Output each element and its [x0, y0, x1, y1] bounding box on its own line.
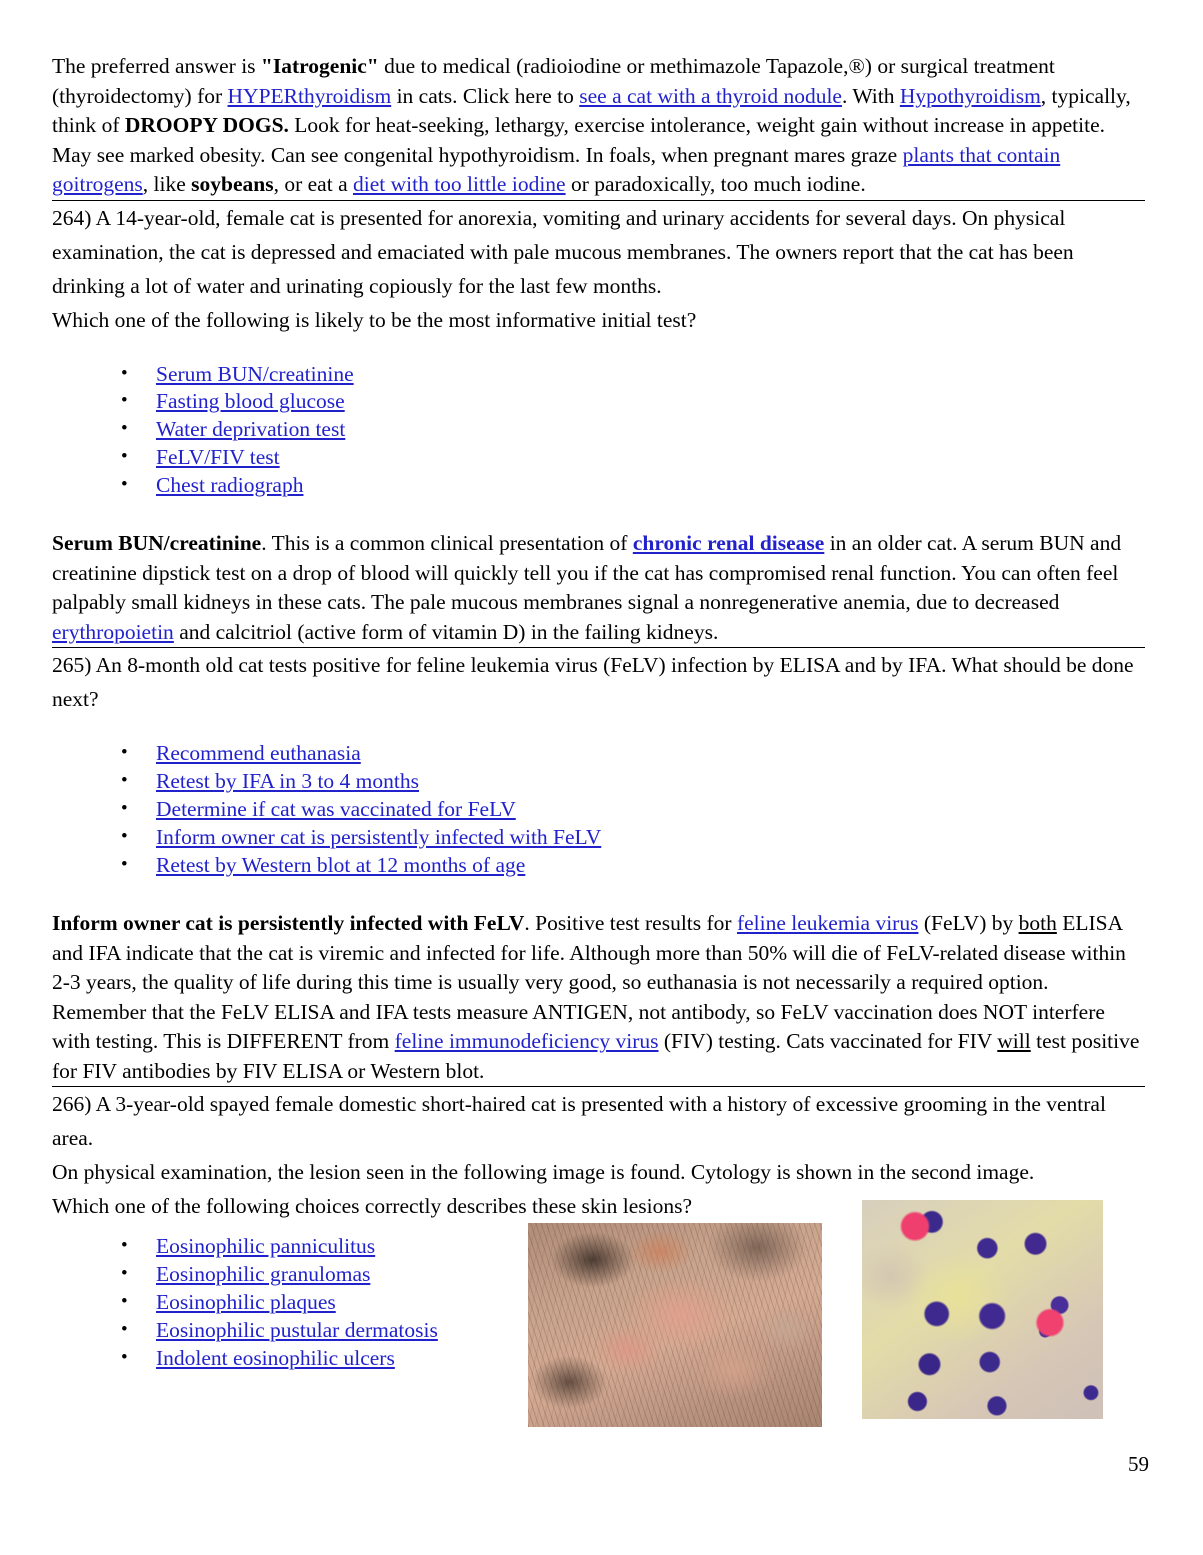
answer-265-text-3: ELISA and IFA indicate that the cat is viremic and infected for life. Although more than 50% will die of FeLV-related disease within 2-3 years, the quality of life during this time is usually very good, so euthanasia is not necessarily a required option. Remember that the FeLV ELISA and IFA tests measure ANTIGEN, not antibody, so FeLV vaccination does NOT interfere with testing. This is DIFFERENT from [52, 911, 1126, 1054]
link-erythropoietin[interactable]: erythropoietin [52, 619, 174, 644]
question-264-prompt: Which one of the following is likely to be the most informative initial test? [52, 307, 697, 332]
link-too-little-iodine[interactable]: diet with too little iodine [353, 172, 566, 196]
answer-265-text-5: test positive for FIV antibodies by FIV ELISA or Western blot. [52, 1029, 1140, 1083]
answer-text-1: The preferred answer is [52, 54, 261, 78]
answer-text-4: . With [841, 83, 900, 108]
choice-item[interactable] [121, 796, 1146, 824]
choice-item[interactable] [121, 444, 1146, 472]
answer-265-correct-choice: Inform owner cat is persistently infected with FeLV [52, 911, 525, 936]
answer-paragraph-264 [52, 529, 1146, 647]
choice-label[interactable]: Water deprivation test [156, 417, 346, 442]
skin-lesion-image [528, 1223, 822, 1427]
question-266-prompt: Which one of the following choices correctly describes these skin lesions? [52, 1194, 693, 1219]
choice-label[interactable]: Fasting blood glucose [156, 389, 345, 414]
will-emphasis: will [997, 1029, 1031, 1054]
spacer [52, 716, 1146, 740]
droopy-dogs-emphasis: DROOPY DOGS. [124, 113, 289, 137]
choice-label[interactable]: Eosinophilic panniculitus [156, 1234, 376, 1259]
spacer [52, 499, 1146, 529]
choice-label[interactable]: FeLV/FIV test [156, 444, 280, 469]
choice-label[interactable]: Indolent eosinophilic ulcers [156, 1345, 395, 1370]
answer-paragraph-265 [52, 909, 1146, 1086]
choice-item[interactable] [121, 472, 1146, 500]
choice-label[interactable]: Serum BUN/creatinine [156, 361, 354, 386]
link-thyroid-nodule[interactable]: see a cat with a thyroid nodule [579, 83, 842, 108]
question-266-media-row [52, 1233, 1146, 1372]
answer-text-3: in cats. Click here to [391, 83, 580, 108]
iatrogenic-term: "Iatrogenic" [260, 54, 379, 78]
question-265-stem: 265) An 8-month old cat tests positive for feline leukemia virus (FeLV) infection by ELISA and by IFA. What should be done next? [52, 653, 1134, 712]
cytology-image [862, 1200, 1103, 1419]
both-emphasis: both [1018, 911, 1057, 936]
answer-paragraph-hyperthyroidism [52, 52, 1146, 200]
choice-label[interactable]: Inform owner cat is persistently infected with FeLV [156, 824, 602, 849]
answer-text-2: due to medical (radioiodine or methimazole Tapazole,®) or surgical treatment (thyroidectomy) for [52, 54, 1055, 108]
choice-item[interactable] [121, 740, 1146, 768]
choice-label[interactable]: Determine if cat was vaccinated for FeLV [156, 797, 516, 822]
document-page [52, 52, 1146, 1372]
answer-265-text-4: (FIV) testing. Cats vaccinated for FIV [658, 1029, 998, 1054]
answer-text-9: or paradoxically, too much iodine. [565, 172, 866, 196]
choice-item[interactable] [121, 824, 1146, 852]
answer-264-correct-choice: Serum BUN/creatinine [52, 531, 262, 556]
soybeans-emphasis: soybeans [191, 172, 274, 196]
answer-265-text-2: (FeLV) by [918, 911, 1019, 936]
answer-text-7: , like [142, 172, 192, 196]
choice-label[interactable]: Recommend euthanasia [156, 741, 361, 766]
link-hypothyroidism[interactable]: Hypothyroidism [899, 83, 1041, 108]
choice-item[interactable] [121, 388, 1146, 416]
choice-label[interactable]: Chest radiograph [156, 472, 304, 497]
choice-label[interactable]: Retest by IFA in 3 to 4 months [156, 769, 419, 794]
answer-text-5: , typically, think of [52, 83, 1131, 137]
question-266-stem: 266) A 3-year-old spayed female domestic short-haired cat is presented with a history of excessive grooming in the ventral area. [52, 1092, 1106, 1151]
answer-264-text-3: and calcitriol (active form of vitamin D) in the failing kidneys. [173, 619, 719, 644]
link-feline-immunodeficiency-virus[interactable]: feline immunodeficiency virus [394, 1029, 659, 1054]
link-chronic-renal-disease[interactable]: chronic renal disease [632, 531, 825, 556]
question-265-choices [52, 740, 1146, 879]
answer-264-text-2: in an older cat. A serum BUN and creatinine dipstick test on a drop of blood will quickly tell you if the cat has compromised renal function. You can often feel palpably small kidneys in these cats. The pale mucous membranes signal a nonregenerative anemia, due to decreased [52, 531, 1122, 615]
answer-text-6: Look for heat-seeking, lethargy, exercise intolerance, weight gain without increase in appetite. May see marked obesity. Can see congenital hypothyroidism. In foals, when pregnant mares graze [52, 113, 1106, 167]
link-feline-leukemia-virus[interactable]: feline leukemia virus [736, 911, 919, 936]
question-264-stem: 264) A 14-year-old, female cat is presented for anorexia, vomiting and urinary accidents for several days. On physical examination, the cat is depressed and emaciated with pale mucous membranes. The owners report that the cat has been drinking a lot of water and urinating copiously for the last few months. [52, 205, 1074, 298]
spacer [52, 879, 1146, 909]
choice-label[interactable]: Eosinophilic pustular dermatosis [156, 1317, 438, 1342]
choice-item[interactable] [121, 361, 1146, 389]
answer-text-8: , or eat a [273, 172, 353, 196]
choice-item[interactable] [121, 416, 1146, 444]
link-goitrogens[interactable]: plants that contain goitrogens [52, 142, 1061, 196]
choice-item[interactable] [121, 768, 1146, 796]
answer-265-text-1: . Positive test results for [524, 911, 737, 936]
choice-label[interactable]: Eosinophilic plaques [156, 1290, 336, 1315]
spacer [52, 337, 1146, 361]
page-number: 59 [1128, 1452, 1149, 1476]
choice-label[interactable]: Retest by Western blot at 12 months of age [156, 852, 526, 877]
choice-label[interactable]: Eosinophilic granulomas [156, 1262, 371, 1287]
question-264-choices [52, 361, 1146, 500]
question-266-line2: On physical examination, the lesion seen in the following image is found. Cytology is shown in the second image. [52, 1160, 1035, 1185]
link-hyperthyroidism[interactable]: HYPERthyroidism [227, 83, 392, 108]
answer-264-text-1: . This is a common clinical presentation of [261, 531, 633, 556]
choice-item[interactable] [121, 852, 1146, 880]
